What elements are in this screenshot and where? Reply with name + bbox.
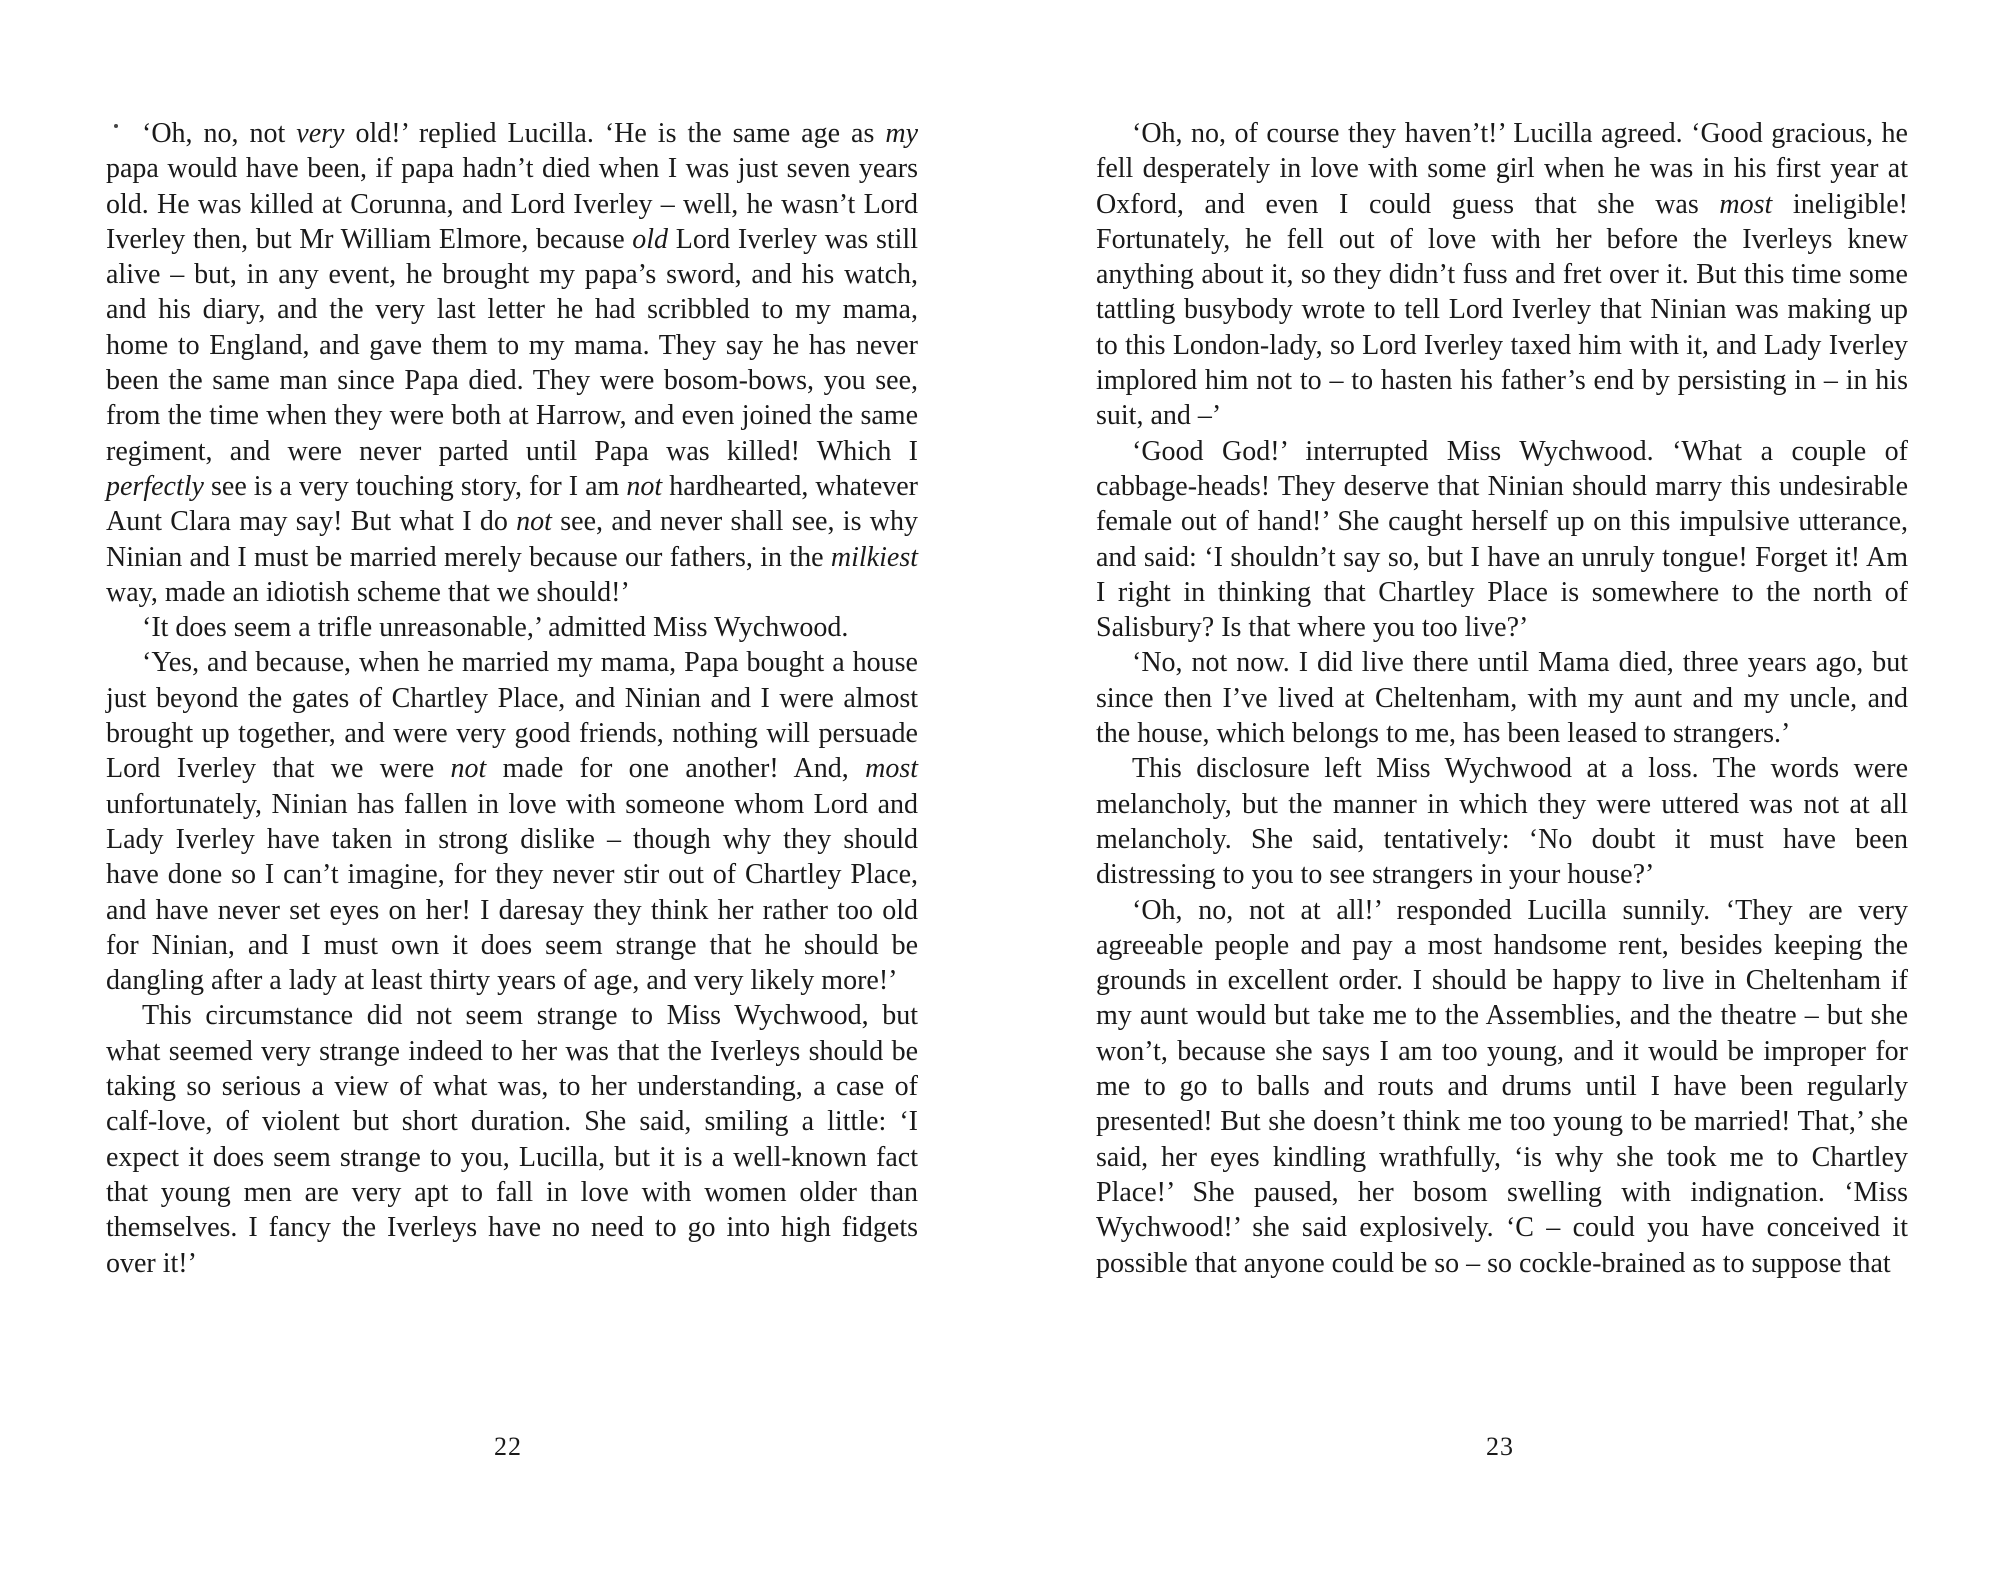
print-speck-mark	[114, 124, 118, 128]
right-paragraph-5: ‘Oh, no, not at all!’ responded Lucilla sunnily. ‘They are very agreeable people and pay a most handsome rent, besides keeping the grounds in excellent order. I should be happy to live in Cheltenham if my aunt would but take me to the Assemblies, and the theatre – but she won’t, because she says I am too young, and it would be improper for me to go to balls and routs and drums until I have been regularly presented! But she doesn’t think me too young to be married! That,’ she said, her eyes kindling wrathfully, ‘is why she took me to Chartley Place!’ She paused, her bosom swelling with indignation. ‘Miss Wychwood!’ she said explosively. ‘C – could you have conceived it possible that anyone could be so – so cockle-brained as to suppose that	[1096, 894, 1908, 1279]
page-number-right: 23	[1486, 1432, 1514, 1461]
left-page	[106, 116, 918, 1281]
page-number-left: 22	[494, 1432, 522, 1461]
right-paragraph-3: ‘No, not now. I did live there until Mama died, three years ago, but since then I’ve lived at Cheltenham, with my aunt and my uncle, and the house, which belongs to me, has been leased to strangers.’	[1096, 647, 1908, 750]
right-paragraph-2: ‘Good God!’ interrupted Miss Wychwood. ‘What a couple of cabbage-heads! They deserve that Ninian should marry this undesirable female out of hand!’ She caught herself up on this impulsive utterance, and said: ‘I shouldn’t say so, but I have an unruly tongue! Forget it! Am I right in thinking that Chartley Place is somewhere to the north of Salisbury? Is that where you too live?’	[1096, 435, 1908, 644]
right-paragraph-1: ‘Oh, no, of course they haven’t!’ Lucilla agreed. ‘Good gracious, he fell desperately in love with some girl when he was in his first year at Oxford, and even I could guess that she was most ineligible! Fortunately, he fell out of love with her before the Iverleys knew anything about it, so they didn’t fuss and fret over it. But this time some tattling busybody wrote to tell Lord Iverley that Ninian was making up to this London-lady, so Lord Iverley taxed him with it, and Lady Iverley implored him not to – to hasten his father’s end by persisting in – in his suit, and –’	[1096, 118, 1908, 432]
left-paragraph-3: ‘Yes, and because, when he married my mama, Papa bought a house just beyond the gates of Chartley Place, and Ninian and I were almost brought up together, and were very good friends, nothing will persuade Lord Iverley that we were not made for one another! And, most unfortunately, Ninian has fallen in love with someone whom Lord and Lady Iverley have taken in strong dislike – though why they should have done so I can’t imagine, for they never stir out of Chartley Place, and have never set eyes on her! I daresay they think her rather too old for Ninian, and I must own it does seem strange that he should be dangling after a lady at least thirty years of age, and very likely more!’	[106, 647, 918, 997]
left-paragraph-1: ‘Oh, no, not very old!’ replied Lucilla. ‘He is the same age as my papa would have been, if papa hadn’t died when I was just seven years old. He was killed at Corunna, and Lord Iverley – well, he wasn’t Lord Iverley then, but Mr William Elmore, because old Lord Iverley was still alive – but, in any event, he brought my papa’s sword, and his watch, and his diary, and the very last letter he had scribbled to my mama, home to England, and gave them to my mama. They say he has never been the same man since Papa died. They were bosom-bows, you see, from the time when they were both at Harrow, and even joined the same regiment, and were never parted until Papa was killed! Which I perfectly see is a very touching story, for I am not hardhearted, whatever Aunt Clara may say! But what I do not see, and never shall see, is why Ninian and I must be married merely because our fathers, in the milkiest way, made an idiotish scheme that we should!’	[106, 118, 919, 608]
left-paragraph-4: This circumstance did not seem strange to Miss Wychwood, but what seemed very strange indeed to her was that the Iverleys should be taking so serious a view of what was, to her understanding, a case of calf-love, of violent but short duration. She said, smiling a little: ‘I expect it does seem strange to you, Lucilla, but it is a well-known fact that young men are very apt to fall in love with women older than themselves. I fancy the Iverleys have no need to go into high fidgets over it!’	[106, 1000, 918, 1279]
right-paragraph-4: This disclosure left Miss Wychwood at a loss. The words were melancholy, but the manner in which they were uttered was not at all melancholy. She said, tentatively: ‘No doubt it must have been distressing to you to see strangers in your house?’	[1096, 753, 1908, 891]
left-paragraph-2: ‘It does seem a trifle unreasonable,’ admitted Miss Wychwood.	[142, 612, 849, 644]
right-page	[1096, 116, 1908, 1281]
